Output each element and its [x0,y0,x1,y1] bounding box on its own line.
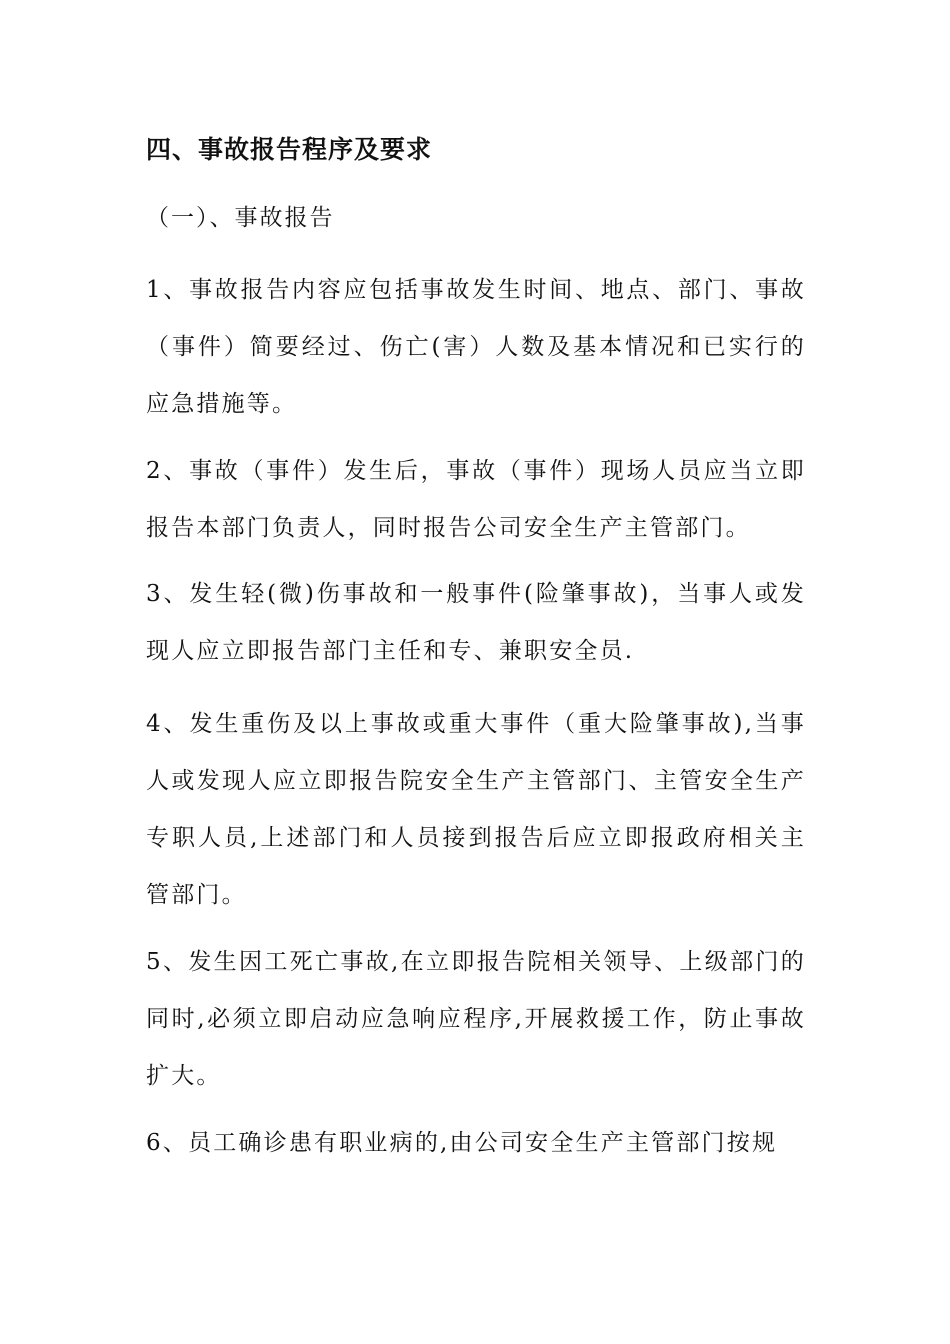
paragraph-2: 2、事故（事件）发生后，事故（事件）现场人员应当立即报告本部门负责人，同时报告公司安全生产主管部门。 [146,458,806,541]
paragraph-5: 5、发生因工死亡事故,在立即报告院相关领导、上级部门的同时,必须立即启动应急响应程序,开展救援工作，防止事故扩大。 [146,949,806,1089]
section-heading: 四、事故报告程序及要求 [146,135,433,164]
paragraph-6: 6、员工确诊患有职业病的,由公司安全生产主管部门按规 [146,1130,778,1156]
paragraph-1: 1、事故报告内容应包括事故发生时间、地点、部门、事故（事件）简要经过、伤亡(害）人数及基本情况和已实行的应急措施等。 [146,277,806,417]
paragraph-4: 4、发生重伤及以上事故或重大事件（重大险肇事故),当事人或发现人应立即报告院安全生产主管部门、主管安全生产专职人员,上述部门和人员接到报告后应立即报政府相关主管部门。 [146,711,806,908]
paragraph-3: 3、发生轻(微)伤事故和一般事件(险肇事故)，当事人或发现人应立即报告部门主任和专、兼职安全员. [146,581,806,664]
subsection-heading: （一）、事故报告 [146,205,335,231]
